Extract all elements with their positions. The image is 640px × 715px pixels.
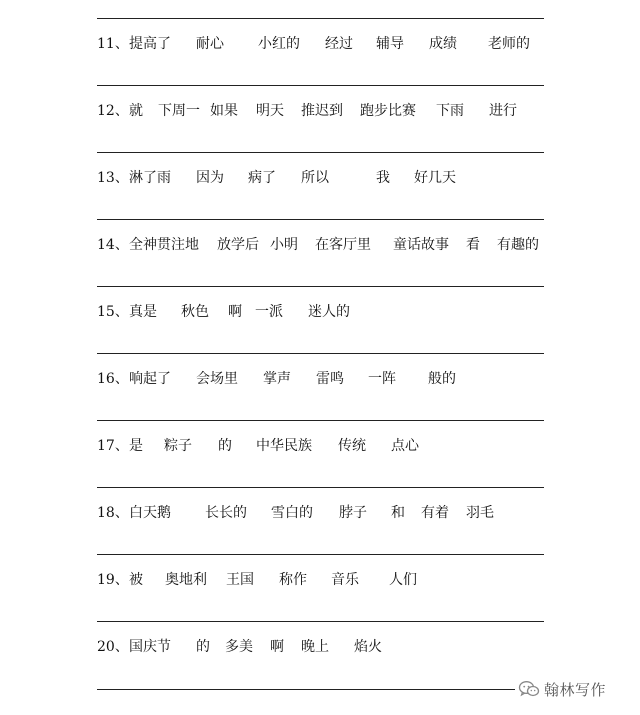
word-chip: 焰火 [354,639,382,655]
word-chip: 羽毛 [466,505,494,521]
word-chip: 被 [129,572,143,588]
word-chip: 小红的 [258,36,300,52]
word-chip: 就 [129,103,143,119]
word-chip: 脖子 [339,505,367,521]
word-chip: 啊 [228,304,242,320]
word-chip: 提高了 [129,36,171,52]
word-chip: 粽子 [164,438,192,454]
word-chip: 看 [466,237,480,253]
word-chip: 所以 [301,170,329,186]
exercise-number: 19、 [97,572,129,588]
word-chip: 明天 [256,103,284,119]
exercise-number: 16、 [97,371,129,387]
word-chip: 推迟到 [301,103,343,119]
word-chip: 全神贯注地 [129,237,199,253]
word-chip: 因为 [196,170,224,186]
exercise-number: 15、 [97,304,129,320]
answer-line-14 [97,286,544,287]
exercise-row [0,632,640,662]
exercise-number: 12、 [97,103,129,119]
word-chip: 迷人的 [308,304,350,320]
word-chip: 的 [218,438,232,454]
exercise-row [0,498,640,528]
exercise-row [0,565,640,595]
word-chip: 长长的 [205,505,247,521]
word-chip: 中华民族 [256,438,312,454]
word-chip: 放学后 [217,237,259,253]
word-chip: 晚上 [301,639,329,655]
word-chip: 啊 [270,639,284,655]
word-chip: 病了 [248,170,276,186]
exercise-row [0,297,640,327]
word-chip: 奥地利 [165,572,207,588]
exercise-number: 11、 [97,36,129,52]
word-chip: 会场里 [196,371,238,387]
word-chip: 是 [129,438,143,454]
word-chip: 耐心 [196,36,224,52]
word-chip: 如果 [210,103,238,119]
word-chip: 淋了雨 [129,170,171,186]
exercise-number: 17、 [97,438,129,454]
word-chip: 进行 [489,103,517,119]
word-chip: 雪白的 [271,505,313,521]
word-chip: 老师的 [488,36,530,52]
watermark-text: 翰林写作 [544,680,607,699]
word-chip: 音乐 [331,572,359,588]
word-chip: 掌声 [263,371,291,387]
word-chip: 王国 [226,572,254,588]
answer-line-17 [97,487,544,488]
exercise-row [0,230,640,260]
word-chip: 好几天 [414,170,456,186]
word-chip: 称作 [279,572,307,588]
answer-line-11 [97,85,544,86]
word-chip: 白天鹅 [129,505,171,521]
word-chip: 下雨 [436,103,464,119]
word-chip: 一派 [255,304,283,320]
answer-line-13 [97,219,544,220]
answer-line-12 [97,152,544,153]
word-chip: 般的 [428,371,456,387]
exercise-row [0,96,640,126]
word-chip: 下周一 [158,103,200,119]
exercise-row [0,29,640,59]
answer-line-19 [97,621,544,622]
word-chip: 国庆节 [129,639,171,655]
word-chip: 在客厅里 [315,237,371,253]
exercise-number: 20、 [97,639,129,655]
word-chip: 秋色 [181,304,209,320]
word-chip: 多美 [225,639,253,655]
word-chip: 有趣的 [497,237,539,253]
wechat-icon [518,680,540,698]
word-chip: 小明 [270,237,298,253]
word-chip: 雷鸣 [316,371,344,387]
word-chip: 经过 [325,36,353,52]
word-chip: 有着 [421,505,449,521]
word-chip: 和 [391,505,405,521]
word-chip: 成绩 [429,36,457,52]
word-chip: 一阵 [368,371,396,387]
word-chip: 点心 [391,438,419,454]
exercise-number: 13、 [97,170,129,186]
word-chip: 我 [376,170,390,186]
exercise-row [0,364,640,394]
watermark [518,676,606,702]
exercise-row [0,431,640,461]
word-chip: 人们 [389,572,417,588]
exercise-number: 18、 [97,505,129,521]
answer-line-16 [97,420,544,421]
answer-line-20 [97,689,515,690]
exercise-number: 14、 [97,237,129,253]
answer-line-18 [97,554,544,555]
word-chip: 真是 [129,304,157,320]
word-chip: 跑步比赛 [360,103,416,119]
word-chip: 响起了 [129,371,171,387]
word-chip: 童话故事 [393,237,449,253]
exercise-row [0,163,640,193]
word-chip: 的 [196,639,210,655]
answer-line-15 [97,353,544,354]
word-chip: 辅导 [376,36,404,52]
word-chip: 传统 [338,438,366,454]
answer-line-10 [97,18,544,19]
